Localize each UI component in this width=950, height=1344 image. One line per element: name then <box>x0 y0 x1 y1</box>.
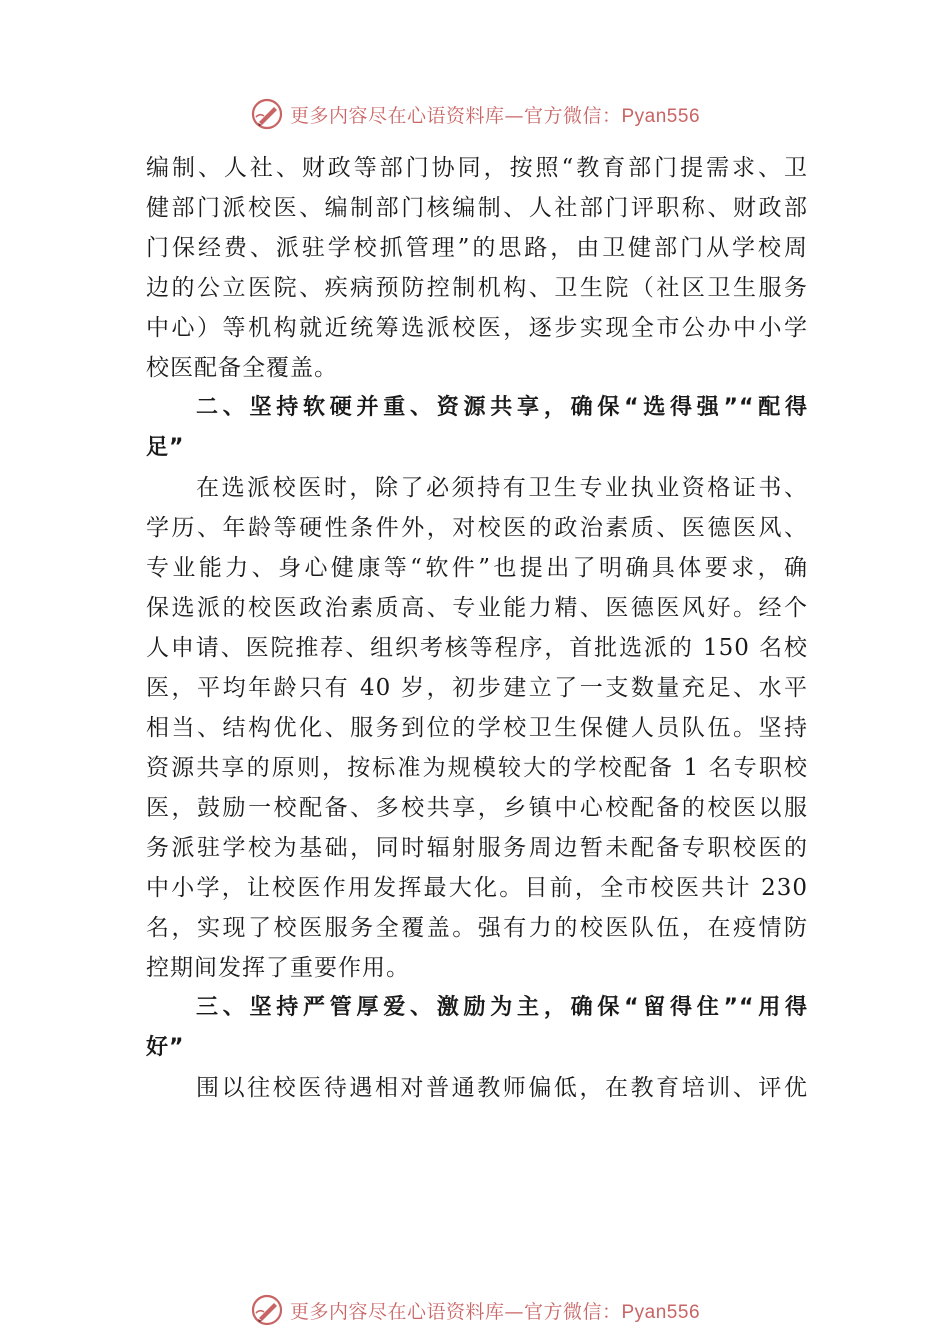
text-line: 资源共享的原则，按标准为规模较大的学校配备 1 名专职校 <box>146 755 808 781</box>
text-line: 门保经费、派驻学校抓管理”的思路，由卫健部门从学校周 <box>146 235 808 261</box>
paragraph-2 <box>146 468 808 988</box>
footer-banner <box>0 1290 950 1330</box>
header-banner <box>0 94 950 134</box>
heading-line: 足” <box>146 435 185 460</box>
text-line: 名，实现了校医服务全覆盖。强有力的校医队伍，在疫情防 <box>146 915 808 941</box>
paragraph-1 <box>146 148 808 388</box>
text-line: 中小学，让校医作用发挥最大化。目前，全市校医共计 230 <box>146 875 808 901</box>
text-line: 务派驻学校为基础，同时辐射服务周边暂未配备专职校医的 <box>146 835 808 861</box>
banner-wechat-id: Pyan556 <box>621 1301 701 1323</box>
text-line: 编制、人社、财政等部门协同，按照“教育部门提需求、卫 <box>146 155 808 181</box>
document-body <box>146 148 808 1108</box>
heading-line: 二、坚持软硬并重、资源共享，确保“选得强”“配得 <box>196 395 808 420</box>
text-line: 在选派校医时，除了必须持有卫生专业执业资格证书、 <box>196 475 808 501</box>
banner-text: 更多内容尽在心语资料库—官方微信：Pyan556 <box>289 104 701 127</box>
heading-line: 三、坚持严管厚爱、激励为主，确保“留得住”“用得 <box>196 995 808 1020</box>
text-line: 健部门派校医、编制部门核编制、人社部门评职称、财政部 <box>146 195 808 221</box>
text-line: 人申请、医院推荐、组织考核等程序，首批选派的 150 名校 <box>146 635 808 661</box>
section-heading-3 <box>146 988 808 1068</box>
section-heading-2 <box>146 388 808 468</box>
text-line: 保选派的校医政治素质高、专业能力精、医德医风好。经个 <box>146 595 808 621</box>
text-line: 中心）等机构就近统筹选派校医，逐步实现全市公办中小学 <box>146 315 808 341</box>
text-line: 医，鼓励一校配备、多校共享，乡镇中心校配备的校医以服 <box>146 795 808 821</box>
text-line: 控期间发挥了重要作用。 <box>146 955 410 981</box>
text-line: 医，平均年龄只有 40 岁，初步建立了一支数量充足、水平 <box>146 675 808 701</box>
banner-wechat-id: Pyan556 <box>621 105 701 127</box>
text-line: 边的公立医院、疾病预防控制机构、卫生院（社区卫生服务 <box>146 275 808 301</box>
pen-logo-icon <box>250 97 284 131</box>
pen-logo-icon <box>250 1293 284 1327</box>
banner-text: 更多内容尽在心语资料库—官方微信：Pyan556 <box>289 1300 701 1323</box>
text-line: 围以往校医待遇相对普通教师偏低，在教育培训、评优 <box>196 1075 808 1101</box>
text-line: 校医配备全覆盖。 <box>146 355 338 381</box>
text-line: 相当、结构优化、服务到位的学校卫生保健人员队伍。坚持 <box>146 715 808 741</box>
heading-line: 好” <box>146 1035 185 1060</box>
paragraph-3 <box>146 1068 808 1108</box>
text-line: 专业能力、身心健康等“软件”也提出了明确具体要求，确 <box>146 555 808 581</box>
text-line: 学历、年龄等硬性条件外，对校医的政治素质、医德医风、 <box>146 515 808 541</box>
